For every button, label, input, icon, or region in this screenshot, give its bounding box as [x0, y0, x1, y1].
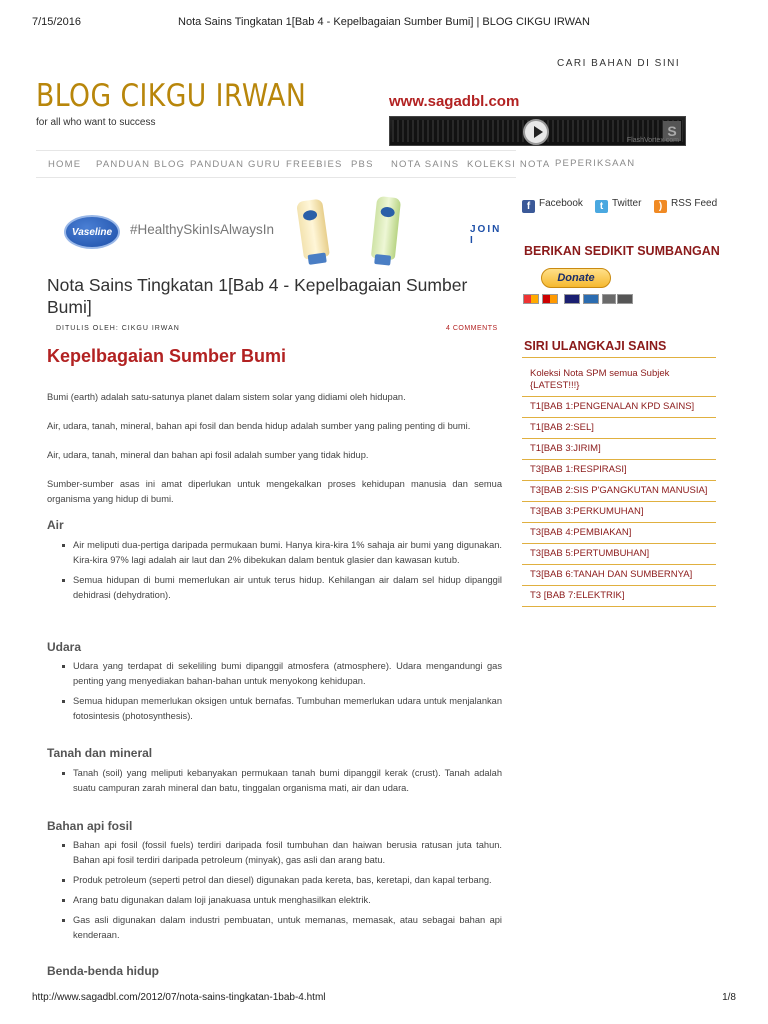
lotion-bottle-icon: [296, 198, 330, 259]
list-item: Tanah (soil) yang meliputi kebanyakan permukaan tanah bumi dipanggil kerak (crust). Tanah adalah suatu campuran zarah mineral dan batu, tinggalan organisma mati, air dan udara.: [60, 766, 502, 796]
print-page-number: 1/8: [722, 992, 736, 1003]
nav-freebies[interactable]: FREEBIES: [286, 159, 343, 170]
twitter-icon: t: [595, 200, 608, 213]
player-watermark: FlashVortex.com: [626, 137, 679, 144]
intro-paragraph: Air, udara, tanah, mineral, bahan api fosil dan benda hidup adalah sumber yang paling penting di bumi.: [47, 421, 471, 431]
content-heading: Kepelbagaian Sumber Bumi: [47, 346, 287, 366]
bank-card-icon: [602, 294, 616, 304]
list-item: Bahan api fosil (fossil fuels) terdiri daripada fosil tumbuhan dan haiwan berusia ratusan juta tahun. Bahan api fosil terdiri daripada petroleum (minyak), gas asli dan arang batu.: [60, 838, 502, 868]
intro-paragraph: Sumber-sumber asas ini amat diperlukan untuk mengekalkan proses kehidupan manusia dan semua organisma yang hidup di bumi.: [47, 479, 502, 504]
rss-link[interactable]: [654, 198, 717, 213]
twitter-link[interactable]: [595, 198, 641, 213]
section-list-air: [60, 538, 502, 608]
intro-paragraph: Bumi (earth) adalah satu-satunya planet dalam sistem solar yang didiami oleh hidupan.: [47, 392, 406, 402]
echeck-icon: [617, 294, 633, 304]
blog-tagline: for all who want to success: [36, 117, 156, 128]
section-heading-benda-hidup: Benda-benda hidup: [47, 964, 159, 978]
nav-panduan-blog[interactable]: PANDUAN BLOG: [96, 159, 186, 170]
section-heading-udara: Udara: [47, 640, 82, 654]
sidebar-item-t3-bab5[interactable]: T3[BAB 5:PERTUMBUHAN]: [522, 544, 716, 565]
print-date: 7/15/2016: [32, 16, 81, 28]
sidebar-item-koleksi-spm[interactable]: Koleksi Nota SPM semua Subjek {LATEST!!!}: [522, 364, 716, 397]
print-title: Nota Sains Tingkatan 1[Bab 4 - Kepelbagaian Sumber Bumi] | BLOG CIKGU IRWAN: [178, 16, 590, 28]
nav-panduan-guru[interactable]: PANDUAN GURU: [190, 159, 281, 170]
nav-koleksi-nota[interactable]: KOLEKSI NOTA: [467, 159, 551, 170]
sidebar-item-t3-bab3[interactable]: T3[BAB 3:PERKUMUHAN]: [522, 502, 716, 523]
twitter-label: Twitter: [612, 198, 642, 209]
facebook-label: Facebook: [539, 198, 583, 209]
main-nav: [36, 150, 551, 178]
list-item: Gas asli digunakan dalam industri pembuatan, untuk memanas, memasak, atau sebagai bahan api kenderaan.: [60, 913, 502, 943]
amex-icon: [583, 294, 599, 304]
ad-hashtag: #HealthySkinIsAlwaysIn: [130, 222, 275, 237]
sidebar-item-t3-bab1[interactable]: T3[BAB 1:RESPIRASI]: [522, 460, 716, 481]
list-item: Arang batu digunakan dalam loji janakuasa untuk menghasilkan elektrik.: [60, 893, 502, 908]
sidebar-item-t1-bab2[interactable]: T1[BAB 2:SEL]: [522, 418, 716, 439]
facebook-icon: f: [522, 200, 535, 213]
divider: [522, 357, 716, 358]
lotion-bottle-icon: [371, 196, 401, 260]
vaseline-ad-banner[interactable]: [56, 196, 502, 266]
sponsor-link[interactable]: www.sagadbl.com: [389, 93, 520, 110]
ad-join-button[interactable]: JOIN I: [470, 224, 502, 246]
series-heading: SIRI ULANGKAJI SAINS: [524, 339, 667, 353]
post-title: Nota Sains Tingkatan 1[Bab 4 - Kepelbagaian Sumber Bumi]: [47, 275, 468, 317]
section-list-bahan-api: [60, 838, 502, 948]
flash-ad-player[interactable]: [389, 116, 686, 146]
intro-paragraph: Air, udara, tanah, mineral dan bahan api fosil adalah sumber yang tidak hidup.: [47, 450, 369, 460]
donate-heading: BERIKAN SEDIKIT SUMBANGAN: [524, 244, 720, 258]
sidebar-item-t1-bab1[interactable]: T1[BAB 1:PENGENALAN KPD SAINS]: [522, 397, 716, 418]
list-item: Air meliputi dua-pertiga daripada permukaan bumi. Hanya kira-kira 1% sahaja air bumi yang digunakan. Kira-kira 97% lagi adalah air laut dan 2% dibekukan dalam bentuk glasier dan kawasan kutub.: [60, 538, 502, 568]
series-list: [522, 364, 716, 607]
section-list-udara: [60, 659, 502, 729]
brand-name: Vaseline: [71, 227, 113, 238]
blog-logo[interactable]: BLOG CIKGU IRWAN: [36, 78, 307, 114]
nav-nota-sains[interactable]: NOTA SAINS: [391, 159, 460, 170]
donate-button[interactable]: Donate: [541, 268, 611, 288]
section-list-tanah: [60, 766, 502, 801]
facebook-link[interactable]: [522, 198, 583, 213]
sidebar-item-t3-bab6[interactable]: T3[BAB 6:TANAH DAN SUMBERNYA]: [522, 565, 716, 586]
nav-pbs[interactable]: PBS: [351, 159, 374, 170]
post-comments-link[interactable]: 4 COMMENTS: [446, 325, 498, 332]
section-heading-air: Air: [47, 518, 64, 532]
vaseline-logo: [64, 215, 120, 249]
mastercard-icon: [523, 294, 539, 304]
post-author: DITULIS OLEH: CIKGU IRWAN: [56, 325, 180, 332]
print-url: http://www.sagadbl.com/2012/07/nota-sains-tingkatan-1bab-4.html: [32, 992, 326, 1003]
rss-label: RSS Feed: [671, 198, 718, 209]
sidebar-item-t3-bab4[interactable]: T3[BAB 4:PEMBIAKAN]: [522, 523, 716, 544]
maestro-icon: [542, 294, 558, 304]
nav-home[interactable]: HOME: [48, 159, 82, 170]
sidebar-item-t3-bab2[interactable]: T3[BAB 2:SIS P'GANGKUTAN MANUSIA]: [522, 481, 716, 502]
play-icon[interactable]: [523, 119, 549, 145]
nav-peperiksaan[interactable]: PEPERIKSAAN: [555, 158, 636, 169]
rss-icon: ): [654, 200, 667, 213]
player-brand-icon: S: [663, 121, 681, 141]
list-item: Semua hidupan memerlukan oksigen untuk bernafas. Tumbuhan memerlukan udara untuk menjalankan fotosintesis (photosynthesis).: [60, 694, 502, 724]
section-heading-tanah: Tanah dan mineral: [47, 746, 153, 760]
list-item: Udara yang terdapat di sekeliling bumi dipanggil atmosfera (atmosphere). Udara mengandungi gas penting yang menyediakan bahan-bahan untuk menyokong kehidupan.: [60, 659, 502, 689]
visa-icon: [564, 294, 580, 304]
sidebar-item-t1-bab3[interactable]: T1[BAB 3:JIRIM]: [522, 439, 716, 460]
section-heading-bahan-api: Bahan api fosil: [47, 819, 133, 833]
list-item: Produk petroleum (seperti petrol dan diesel) digunakan pada kereta, bas, keretapi, dan kapal terbang.: [60, 873, 502, 888]
search-label: CARI BAHAN DI SINI: [557, 58, 681, 69]
sidebar-item-t3-bab7[interactable]: T3 [BAB 7:ELEKTRIK]: [522, 586, 716, 607]
list-item: Semua hidupan di bumi memerlukan air untuk terus hidup. Kehilangan air dalam sel hidup dipanggil dehidrasi (dehydration).: [60, 573, 502, 603]
